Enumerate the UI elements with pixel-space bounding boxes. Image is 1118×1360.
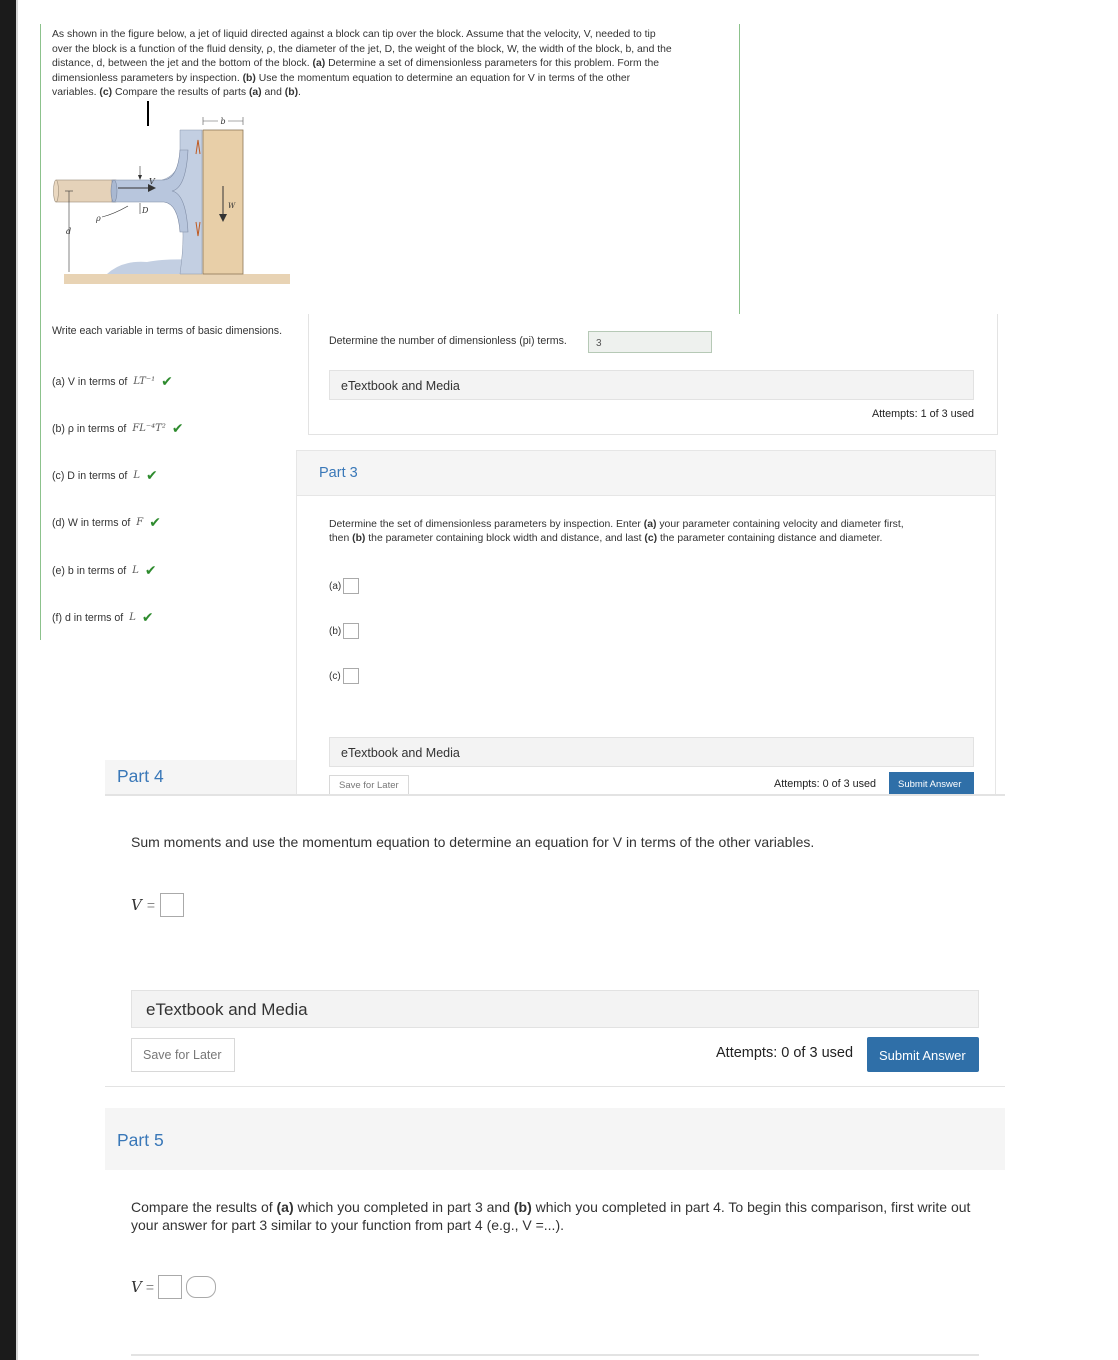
dimension-value: L <box>133 470 140 481</box>
etextbook-media-button[interactable]: eTextbook and Media <box>329 370 974 400</box>
problem-line: As shown in the figure below, a jet of liquid directed against a block can tip over the block. Assume that the velocity, V, needed to tip <box>52 29 656 40</box>
part3-instructions: Determine the set of dimensionless parameters by inspection. Enter (a) your parameter containing velocity and diameter first, then (b) the parameter containing block width and distance, and last (c) the parameter containing distance and diameter. <box>329 519 904 545</box>
save-for-later-button[interactable]: Save for Later <box>131 1038 235 1072</box>
part3-field-a: (a) <box>329 578 359 594</box>
checkmark-icon: ✔ <box>144 562 157 578</box>
label-d: d <box>66 227 72 236</box>
checkmark-icon: ✔ <box>161 373 173 389</box>
part4-instructions: Sum moments and use the momentum equation to determine an equation for V in terms of the other variables. <box>131 834 815 850</box>
part3-field-b: (b) <box>329 623 359 639</box>
submit-answer-button[interactable]: Submit Answer <box>889 772 974 794</box>
attempts-counter: Attempts: 1 of 3 used <box>871 408 974 420</box>
part3-title: Part 3 <box>319 465 358 481</box>
part5-instructions: Compare the results of (a) which you completed in part 3 and (b) which you completed in part 4. To begin this comparison, first write out your answer for part 3 similar to your function from part 4 (e.g., V =...). <box>131 1199 971 1233</box>
part4-title: Part 4 <box>117 766 164 786</box>
variable-row-W: (d) W in terms of F ✔ <box>52 514 161 530</box>
divider <box>105 1086 1005 1087</box>
label-b: b <box>220 117 226 126</box>
attempts-counter: Attempts: 0 of 3 used <box>716 1045 854 1061</box>
window-left-edge <box>0 0 16 1360</box>
part3-field-c: (c) <box>329 668 359 684</box>
submit-answer-button[interactable]: Submit Answer <box>867 1037 979 1072</box>
save-for-later-button[interactable]: Save for Later <box>329 775 409 795</box>
dimension-value: LT⁻¹ <box>133 376 156 387</box>
variable-row-d: (f) d in terms of L ✔ <box>52 609 154 625</box>
part4-equation: V = <box>131 893 184 917</box>
jet-block-figure <box>52 110 302 290</box>
label-V: V <box>149 177 155 186</box>
checkmark-icon: ✔ <box>149 514 161 530</box>
checkmark-icon: ✔ <box>171 420 184 436</box>
attempts-counter: Attempts: 0 of 3 used <box>774 778 877 790</box>
etextbook-media-button[interactable]: eTextbook and Media <box>329 737 974 767</box>
checkmark-icon: ✔ <box>141 609 154 625</box>
problem-line: variables. (c) Compare the results of parts (a) and (b). <box>52 87 301 99</box>
problem-statement <box>52 28 732 101</box>
divider <box>105 794 1005 796</box>
answer-input-b[interactable] <box>343 623 359 639</box>
part5-header <box>105 1108 1005 1170</box>
part3-header <box>296 450 996 496</box>
dimension-value: F <box>136 517 144 528</box>
pi-terms-label: Determine the number of dimensionless (pi) terms. <box>329 335 567 347</box>
variable-row-D: (c) D in terms of L ✔ <box>52 467 158 483</box>
variable-row-rho: (b) ρ in terms of FL⁻⁴T² ✔ <box>52 420 184 436</box>
label-rho: ρ <box>96 214 101 223</box>
dimension-value: L <box>132 565 139 576</box>
pi-terms-input[interactable]: 3 <box>588 331 712 353</box>
problem-line: over the block is a function of the fluid density, ρ, the diameter of the jet, D, the weight of the block, W, the width of the block, b, and the <box>52 43 672 55</box>
dimension-value: L <box>129 612 136 623</box>
answer-input-c[interactable] <box>343 668 359 684</box>
problem-line: distance, d, between the jet and the bottom of the block. (a) Determine a set of dimensionless parameters for this problem. Form the <box>52 58 660 70</box>
answer-input-a[interactable] <box>343 578 359 594</box>
etextbook-media-button[interactable]: eTextbook and Media <box>131 990 979 1028</box>
divider <box>131 1354 979 1356</box>
function-argument-input[interactable] <box>186 1276 216 1298</box>
velocity-equation-input[interactable] <box>160 893 184 917</box>
label-D: D <box>142 206 149 215</box>
variable-row-V: (a) V in terms of LT⁻¹ ✔ <box>52 373 173 389</box>
ground <box>64 274 290 284</box>
coefficient-input[interactable] <box>158 1275 182 1299</box>
variables-intro: Write each variable in terms of basic dimensions. <box>52 325 283 337</box>
dimension-value: FL⁻⁴T² <box>132 423 166 434</box>
label-W: W <box>228 202 236 210</box>
problem-line: dimensionless parameters by inspection. (b) Use the momentum equation to determine an equation for V in terms of the other <box>52 72 631 84</box>
variable-row-b: (e) b in terms of L ✔ <box>52 562 157 578</box>
part5-title: Part 5 <box>117 1130 164 1150</box>
window-left-border <box>16 0 18 1360</box>
checkmark-icon: ✔ <box>145 467 158 483</box>
part5-equation: V = <box>131 1275 216 1299</box>
